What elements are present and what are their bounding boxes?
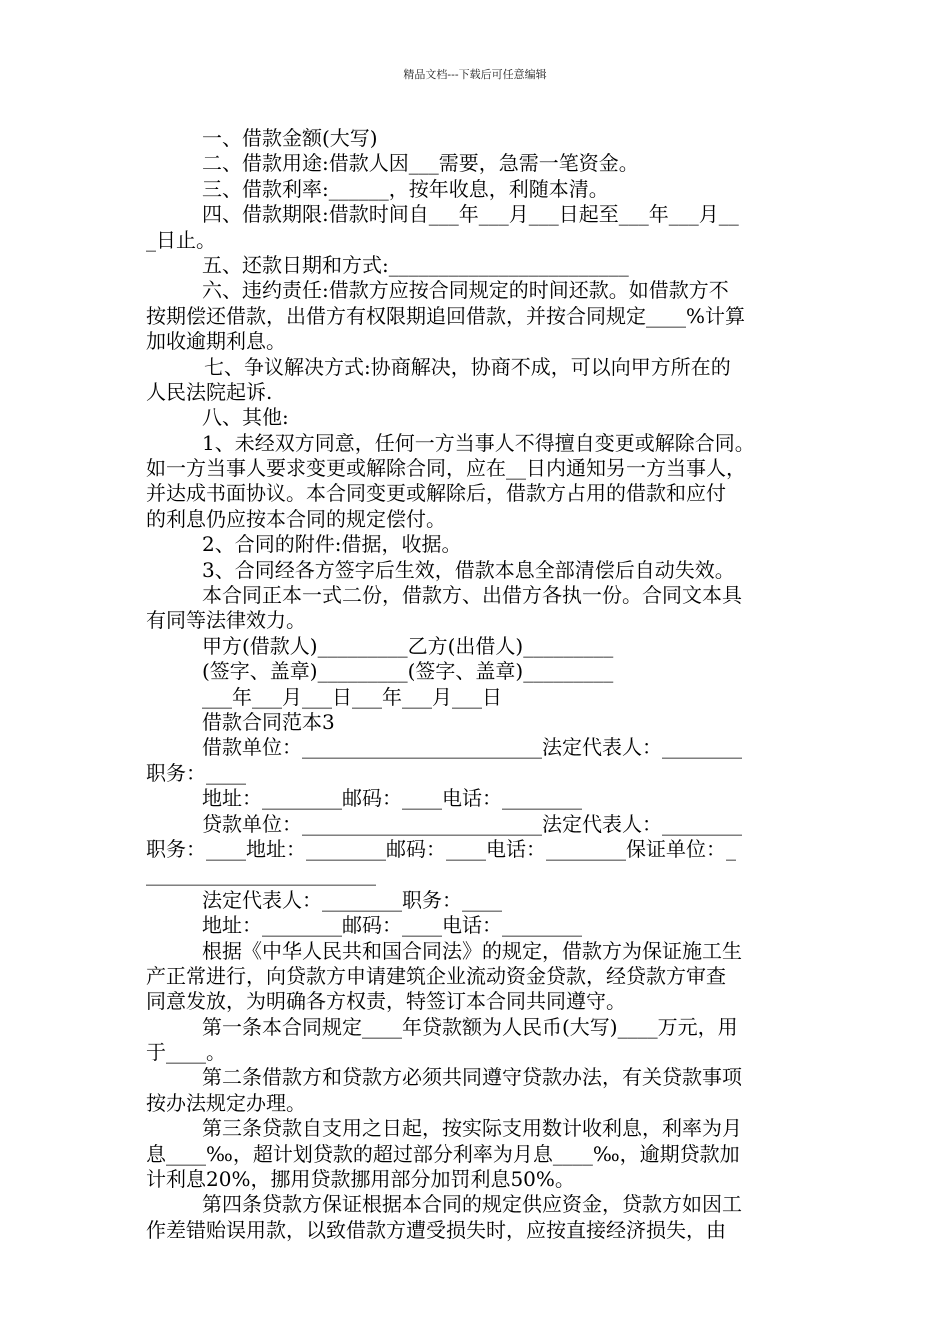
- page-header: 精品文档---下载后可任意编辑: [403, 68, 547, 81]
- text-line: 并达成书面协议。本合同变更或解除后，借款方占用的借款和应付: [146, 481, 726, 506]
- text-line: 借款单位：________________________法定代表人：________: [202, 735, 742, 760]
- text-line: 第三条贷款自支用之日起，按实际支用数计收利息，利率为月: [202, 1116, 742, 1141]
- text-line: 计利息20%，挪用贷款挪用部分加罚利息50%。: [146, 1167, 575, 1192]
- document-body: [146, 126, 812, 1243]
- text-line: 借款合同范本3: [202, 709, 335, 734]
- text-line: 一、借款金额(大写): [202, 126, 378, 150]
- text-line: 第二条借款方和贷款方必须共同遵守贷款办法，有关贷款事项: [202, 1065, 742, 1090]
- text-line: 法定代表人：________职务：____: [202, 887, 502, 912]
- text-line: 1、未经双方同意，任何一方当事人不得擅自变更或解除合同。: [202, 430, 755, 455]
- text-line: _______________________: [146, 862, 376, 887]
- text-line: 八、其他:: [202, 405, 289, 430]
- text-line: 根据《中华人民共和国合同法》的规定，借款方为保证施工生: [202, 938, 742, 963]
- text-line: 地址：________邮码：____电话：________: [202, 786, 582, 811]
- text-line: 二、借款用途:借款人因___需要，急需一笔资金。: [202, 151, 639, 176]
- text-line: 地址：________邮码：____电话：________: [202, 913, 582, 938]
- text-line: 息____‰，超计划贷款的超过部分利率为月息____‰，逾期贷款加: [146, 1141, 740, 1166]
- text-line: 按办法规定办理。: [146, 1090, 306, 1115]
- text-line: 职务：____: [146, 760, 246, 785]
- text-line: 五、还款日期和方式:________________________: [202, 252, 629, 277]
- text-line: ___年___月___日___年___月___日: [202, 684, 502, 709]
- text-line: 人民法院起诉.: [146, 379, 273, 404]
- text-line: 3、合同经各方签字后生效，借款本息全部清偿后自动失效。: [202, 557, 735, 582]
- text-line: 职务：____地址：________邮码：____电话：________保证单位：_: [146, 836, 736, 861]
- text-line: 本合同正本一式二份，借款方、出借方各执一份。合同文本具: [202, 583, 742, 608]
- text-line: 第一条本合同规定____年贷款额为人民币(大写)____万元，用: [202, 1014, 738, 1039]
- text-line: 第四条贷款方保证根据本合同的规定供应资金，贷款方如因工: [202, 1192, 742, 1217]
- text-line: 四、借款期限:借款时间自___年___月___日起至___年___月__: [202, 202, 739, 227]
- text-line: 三、借款利率:______，按年收息，利随本清。: [202, 176, 609, 201]
- text-line: 产正常进行，向贷款方申请建筑企业流动资金贷款，经贷款方审查: [146, 963, 726, 988]
- text-line: 的利息仍应按本合同的规定偿付。: [146, 506, 446, 531]
- text-line: 如一方当事人要求变更或解除合同，应在__日内通知另一方当事人，: [146, 456, 746, 481]
- text-line: 贷款单位：________________________法定代表人：________: [202, 811, 742, 836]
- text-line: 有同等法律效力。: [146, 608, 306, 633]
- text-line: 甲方(借款人)_________乙方(出借人)_________: [202, 633, 614, 658]
- text-line: 加收逾期利息。: [146, 329, 286, 354]
- text-line: (签字、盖章)_________(签字、盖章)_________: [202, 659, 614, 684]
- text-line: 2、合同的附件:借据，收据。: [202, 532, 462, 557]
- text-line: 于____。: [146, 1040, 226, 1065]
- text-line: 作差错贻误用款，以致借款方遭受损失时，应按直接经济损失，由: [146, 1217, 726, 1242]
- text-line: 六、违约责任:借款方应按合同规定的时间还款。如借款方不: [202, 278, 729, 303]
- text-line: 七、争议解决方式:协商解决，协商不成，可以向甲方所在的: [204, 354, 731, 379]
- text-line: _日止。: [146, 227, 216, 252]
- text-line: 同意发放，为明确各方权责，特签订本合同共同遵守。: [146, 989, 626, 1014]
- text-line: 按期偿还借款，出借方有权限期追回借款，并按合同规定____%计算: [146, 303, 746, 328]
